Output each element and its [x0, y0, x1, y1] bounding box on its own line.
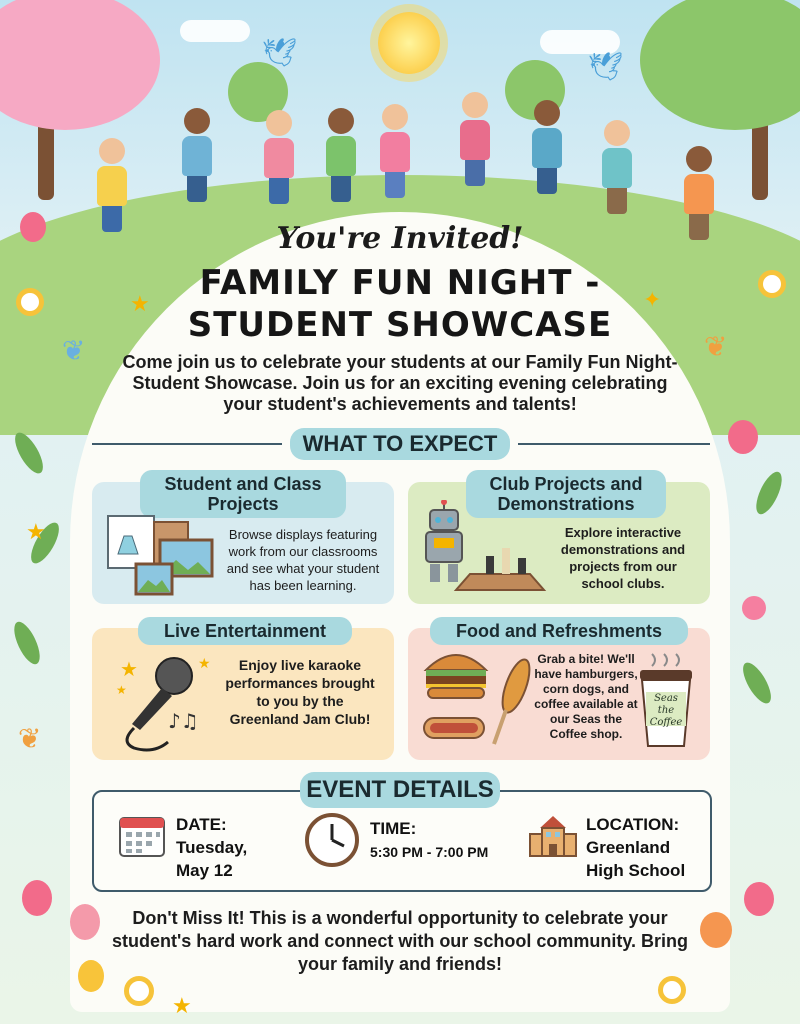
tulip-flower [744, 882, 774, 916]
what-to-expect-heading: WHAT TO EXPECT [290, 428, 510, 460]
date-label: DATE: [176, 815, 227, 834]
daisy-flower [658, 976, 686, 1004]
tulip-flower [70, 904, 100, 940]
invited-heading: You're Invited! [276, 221, 524, 256]
bird-icon: 🕊 [262, 36, 298, 69]
star-icon: ★ [172, 994, 192, 1019]
date-value-line-2: May 12 [176, 861, 233, 880]
sun-icon [378, 12, 440, 74]
bird-icon: 🕊 [588, 50, 624, 83]
location-value-line-1: Greenland [586, 838, 671, 857]
event-details-heading: EVENT DETAILS [300, 772, 500, 808]
butterfly-icon: ❦ [704, 330, 728, 363]
title-line-2: STUDENT SHOWCASE [187, 305, 613, 345]
location-label: LOCATION: [586, 815, 680, 834]
child-figure [378, 104, 412, 198]
clock-icon [304, 812, 360, 868]
child-figure [262, 110, 296, 204]
food-icon [420, 648, 544, 752]
svg-text:♪♫: ♪♫ [168, 709, 199, 733]
tulip-flower [22, 880, 52, 916]
star-icon: ★ [26, 520, 46, 545]
cloud [180, 20, 250, 42]
microphone-icon [112, 654, 222, 752]
child-figure [530, 100, 564, 194]
tulip-flower [78, 960, 104, 992]
live-entertainment-text: Enjoy live karaoke performances brought to you by the Greenland Jam Club! [225, 657, 375, 727]
title-line-1: FAMILY FUN NIGHT - [199, 263, 601, 303]
svg-text:★: ★ [198, 656, 211, 672]
child-figure [180, 108, 214, 202]
butterfly-icon: ❦ [18, 722, 42, 755]
robot-chess-icon [414, 500, 548, 600]
daisy-flower [124, 976, 154, 1006]
child-figure [324, 108, 358, 202]
divider-line [518, 443, 710, 445]
student-projects-text: Browse displays featuring work from our classrooms and see what your student has been learning. [226, 527, 380, 593]
time-value: 5:30 PM - 7:00 PM [370, 844, 489, 860]
live-entertainment-title: Live Entertainment [138, 617, 352, 645]
tulip-flower [728, 420, 758, 454]
child-figure [458, 92, 492, 186]
tulip-flower [742, 596, 766, 620]
school-building-icon [528, 812, 578, 858]
student-projects-title: Student and Class Projects [140, 470, 346, 518]
butterfly-icon: ❦ [62, 334, 86, 367]
club-projects-title: Club Projects and Demonstrations [466, 470, 666, 518]
tulip-flower [700, 912, 732, 948]
intro-text: Come join us to celebrate your students at our Family Fun Night-Student Showcase. Join us for an exciting evening celebrating your student's achievements and talents! [122, 352, 678, 414]
divider-line [92, 443, 282, 445]
date-value-line-1: Tuesday, [176, 838, 248, 857]
star-icon: ★ [130, 292, 150, 317]
food-refreshments-title: Food and Refreshments [430, 617, 688, 645]
calendar-icon [118, 812, 166, 858]
star-icon: ✦ [643, 288, 662, 313]
art-display-icon [104, 512, 216, 598]
child-figure [95, 138, 129, 232]
svg-text:★: ★ [116, 683, 127, 697]
club-projects-text: Explore interactive demonstrations and projects from our school clubs. [560, 525, 686, 591]
footer-message: Don't Miss It! This is a wonderful opportunity to celebrate your student's hard work and connect with our school community. Bring your family and friends! [112, 908, 688, 974]
location-value-line-2: High School [586, 861, 686, 880]
food-refreshments-text: Grab a bite! We'll have hamburgers, corn dogs, and coffee available at our Seas the Coffee shop. [534, 652, 638, 741]
svg-text:★: ★ [120, 657, 138, 681]
coffee-cup-label: Seas the Coffee [649, 693, 683, 728]
child-figure [600, 120, 634, 214]
event-title [0, 262, 800, 346]
time-label: TIME: [370, 819, 417, 838]
